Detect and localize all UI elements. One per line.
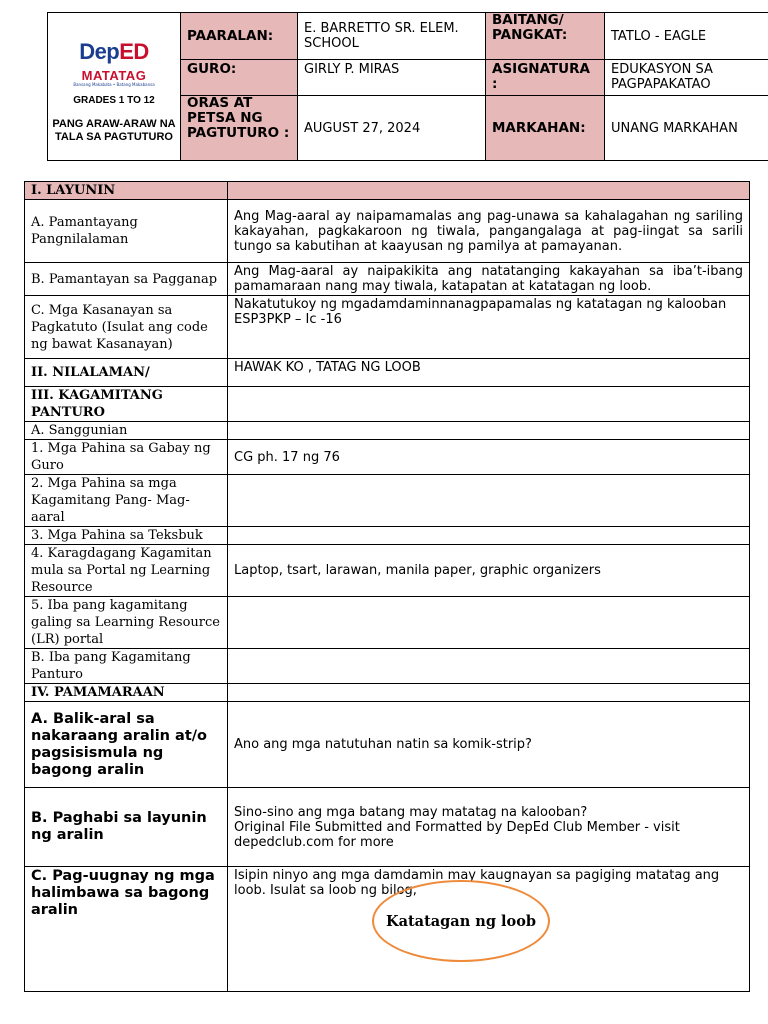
balik-aral-value: Ano ang mga natutuhan natin sa komik-strip?: [228, 702, 750, 788]
paghabi-value: [228, 788, 750, 867]
sanggunian-blank: [228, 422, 750, 440]
header-table: [47, 12, 768, 161]
pamantayan-pagganap-label: B. Pamantayan sa Pagganap: [25, 263, 228, 296]
layunin-heading: I. LAYUNIN: [25, 182, 228, 200]
gabay-guro-value: CG ph. 17 ng 76: [228, 440, 750, 475]
karagdagang-kagamitan-value: Laptop, tsart, larawan, manila paper, graphic organizers: [228, 545, 750, 597]
asignatura-label: ASIGNATURA :: [486, 60, 605, 96]
nilalaman-label: II. NILALAMAN/: [25, 359, 228, 387]
kagamitang-panturo-blank: [228, 387, 750, 422]
kasanayan-label: C. Mga Kasanayan sa Pagkatuto (Isulat ang code ng bawat Kasanayan): [25, 296, 228, 359]
deped-logo-text: DepED: [79, 38, 149, 64]
sanggunian-label: A. Sanggunian: [25, 422, 228, 440]
kagamitang-mag-aaral-label: 2. Mga Pahina sa mga Kagamitang Pang- Mag- aaral: [25, 475, 228, 527]
paaralan-value: E. BARRETTO SR. ELEM. SCHOOL: [298, 13, 486, 60]
pamantayang-pangnilalaman-label: A. Pamantayang Pangnilalaman: [25, 200, 228, 263]
logo-cell: [48, 13, 181, 161]
kasanayan-value: [228, 296, 750, 359]
paghabi-note: Original File Submitted and Formatted by DepEd Club Member - visit depedclub.com for more: [234, 819, 680, 850]
guro-label: GURO:: [181, 60, 298, 96]
grades-label: GRADES 1 TO 12: [73, 95, 155, 106]
markahan-label: MARKAHAN:: [486, 96, 605, 161]
deped-logo: [50, 33, 178, 69]
kasanayan-value-text: Nakatutukoy ng mgadamdaminnanagpapamalas ng katatagan ng kalooban: [234, 297, 727, 312]
lesson-plan-table: [24, 181, 750, 992]
baitang-label: BAITANG/ PANGKAT:: [486, 13, 605, 60]
gabay-guro-label: 1. Mga Pahina sa Gabay ng Guro: [25, 440, 228, 475]
kasanayan-code: ESP3PKP – Ic -16: [234, 312, 342, 327]
balik-aral-label: A. Balik-aral sa nakaraang aralin at/o pagsisismula ng bagong aralin: [25, 702, 228, 788]
pamantayan-pagganap-value: Ang Mag-aaral ay naipakikita ang natatanging kakayahan sa iba’t-ibang pamamaraan nang may tiwala, katapatan at katatagan ng loob.: [228, 263, 750, 296]
teksbuk-blank: [228, 527, 750, 545]
karagdagang-kagamitan-label: 4. Karagdagang Kagamitan mula sa Portal ng Learning Resource: [25, 545, 228, 597]
kagamitang-mag-aaral-blank: [228, 475, 750, 527]
kagamitang-panturo-label: III. KAGAMITANG PANTURO: [25, 387, 228, 422]
oras-label: ORAS AT PETSA NG PAGTUTURO :: [181, 96, 298, 161]
logo-tagline: Bansang Makabata • Batang Makabansa: [73, 82, 155, 87]
lr-portal-blank: [228, 597, 750, 649]
oras-value: AUGUST 27, 2024: [298, 96, 486, 161]
pamamaraan-label: IV. PAMAMARAAN: [25, 684, 228, 702]
pamamaraan-blank: [228, 684, 750, 702]
teksbuk-label: 3. Mga Pahina sa Teksbuk: [25, 527, 228, 545]
paghabi-label: B. Paghabi sa layunin ng aralin: [25, 788, 228, 867]
asignatura-value: EDUKASYON SA PAGPAPAKATAO: [605, 60, 768, 96]
iba-kagamitang-blank: [228, 649, 750, 684]
lr-portal-label: 5. Iba pang kagamitang galing sa Learning Resource (LR) portal: [25, 597, 228, 649]
iba-kagamitang-label: B. Iba pang Kagamitang Panturo: [25, 649, 228, 684]
pag-uugnay-label: C. Pag-uugnay ng mga halimbawa sa bagong aralin: [25, 867, 228, 992]
oval-label: Katatagan ng loob: [385, 912, 537, 930]
nilalaman-value: HAWAK KO , TATAG NG LOOB: [228, 359, 750, 387]
guro-value: GIRLY P. MIRAS: [298, 60, 486, 96]
paghabi-question: Sino-sino ang mga batang may matatag na kalooban?: [234, 804, 588, 820]
katatagan-oval: [372, 880, 550, 962]
baitang-value: TATLO - EAGLE: [605, 13, 768, 60]
pag-uugnay-value: Isipin ninyo ang mga damdamin may kaugnayan sa pagiging matatag ang loob. Isulat sa loob ng bilog,: [228, 867, 750, 992]
matatag-logo-text: MATATAG: [81, 68, 147, 83]
document-title: PANG ARAW-ARAW NA TALA SA PAGTUTURO: [52, 118, 176, 143]
markahan-value: UNANG MARKAHAN: [605, 96, 768, 161]
pamantayang-pangnilalaman-value: Ang Mag-aaral ay naipamamalas ang pag-unawa sa kahalagahan ng sariling kakayahan, pagkakaroon ng tiwala, pangangalaga at pag-iingat sa sarili tungo sa kabutihan at kaayusan ng pamilya at pamayanan.: [228, 200, 750, 263]
layunin-heading-blank: [228, 182, 750, 200]
paaralan-label: PAARALAN:: [181, 13, 298, 60]
